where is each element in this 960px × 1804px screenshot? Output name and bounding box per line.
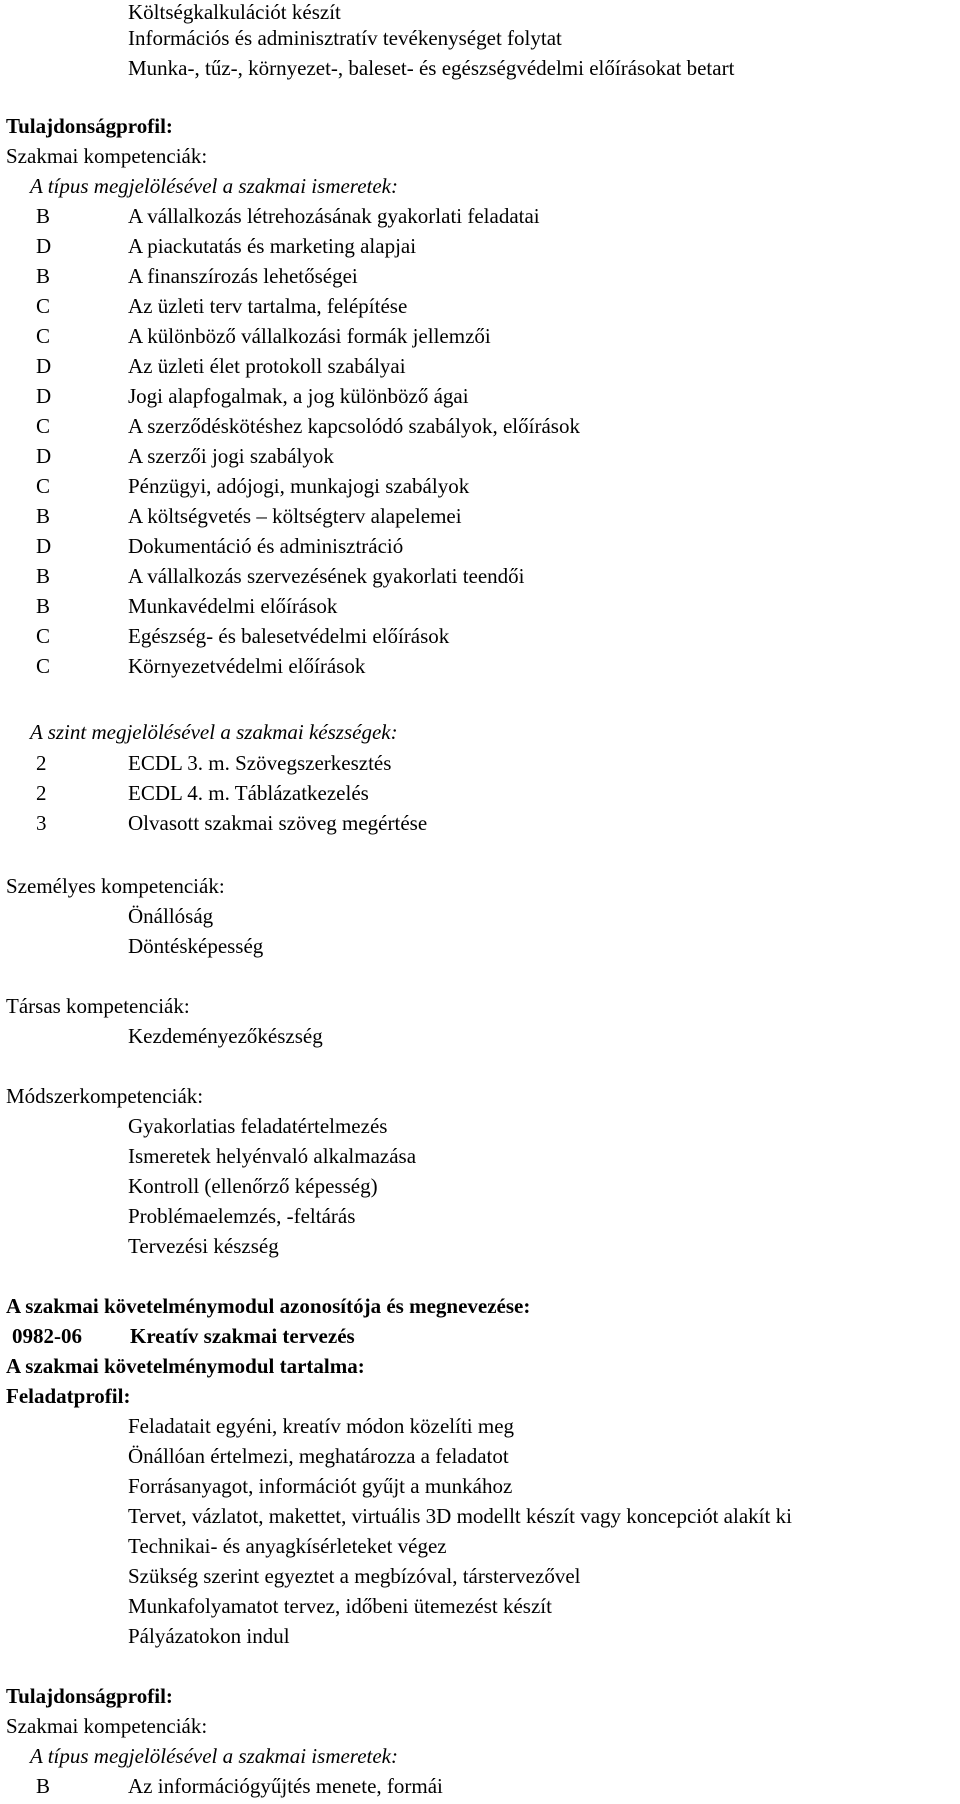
list-item: Tervezési készség	[128, 1234, 279, 1258]
list-item: Problémaelemzés, -feltárás	[128, 1204, 356, 1228]
subsection-heading: Személyes kompetenciák:	[6, 874, 225, 898]
subsection-heading: Társas kompetenciák:	[6, 994, 190, 1018]
module-id: 0982-06	[12, 1324, 82, 1348]
type-code: C	[36, 474, 51, 498]
list-item: Szükség szerint egyeztet a megbízóval, társtervezővel	[128, 1564, 581, 1588]
item-text: Az információgyűjtés menete, formái	[128, 1774, 443, 1798]
item-text: Az üzleti élet protokoll szabályai	[128, 354, 406, 378]
type-code: B	[36, 1774, 51, 1798]
item-text: A vállalkozás szervezésének gyakorlati teendői	[128, 564, 525, 588]
list-item: Ismeretek helyénvaló alkalmazása	[128, 1144, 417, 1168]
level-code: 2	[36, 751, 47, 775]
list-item: Munkafolyamatot tervez, időbeni ütemezést készít	[128, 1594, 552, 1618]
type-code: D	[36, 444, 52, 468]
task-line: Munka-, tűz-, környezet-, baleset- és egészségvédelmi előírásokat betart	[128, 56, 735, 80]
type-code: C	[36, 654, 51, 678]
list-item: Kezdeményezőkészség	[128, 1024, 323, 1048]
type-code: D	[36, 384, 52, 408]
subsection-heading: Szakmai kompetenciák:	[6, 1714, 208, 1738]
type-code: D	[36, 354, 52, 378]
item-text: Egészség- és balesetvédelmi előírások	[128, 624, 450, 648]
type-code: C	[36, 294, 51, 318]
list-heading: A típus megjelölésével a szakmai ismeretek:	[30, 1744, 398, 1768]
list-item: Technikai- és anyagkísérleteket végez	[128, 1534, 447, 1558]
type-code: B	[36, 594, 51, 618]
module-name: Kreatív szakmai tervezés	[130, 1324, 355, 1348]
item-text: A szerzői jogi szabályok	[128, 444, 334, 468]
item-text: Olvasott szakmai szöveg megértése	[128, 811, 428, 835]
list-item: Önállóan értelmezi, meghatározza a feladatot	[128, 1444, 509, 1468]
level-code: 3	[36, 811, 47, 835]
list-heading: A szint megjelölésével a szakmai készségek:	[30, 720, 398, 744]
type-code: D	[36, 534, 52, 558]
list-heading: A típus megjelölésével a szakmai ismeretek:	[30, 174, 398, 198]
item-text: A szerződéskötéshez kapcsolódó szabályok, előírások	[128, 414, 580, 438]
item-text: Jogi alapfogalmak, a jog különböző ágai	[128, 384, 469, 408]
list-item: Kontroll (ellenőrző képesség)	[128, 1174, 378, 1198]
subsection-heading: Szakmai kompetenciák:	[6, 144, 208, 168]
item-text: A költségvetés – költségterv alapelemei	[128, 504, 462, 528]
section-heading: A szakmai követelménymodul azonosítója és megnevezése:	[6, 1294, 531, 1318]
item-text: Környezetvédelmi előírások	[128, 654, 366, 678]
item-text: Az üzleti terv tartalma, felépítése	[128, 294, 408, 318]
list-item: Feladatait egyéni, kreatív módon közelíti meg	[128, 1414, 515, 1438]
type-code: B	[36, 264, 51, 288]
item-text: Dokumentáció és adminisztráció	[128, 534, 404, 558]
item-text: ECDL 3. m. Szövegszerkesztés	[128, 751, 392, 775]
section-heading: Tulajdonságprofil:	[6, 1684, 173, 1708]
item-text: A piackutatás és marketing alapjai	[128, 234, 417, 258]
type-code: C	[36, 414, 51, 438]
type-code: C	[36, 324, 51, 348]
section-heading: Feladatprofil:	[6, 1384, 131, 1408]
task-line: Költségkalkulációt készít	[128, 0, 341, 24]
type-code: B	[36, 564, 51, 588]
list-item: Önállóság	[128, 904, 214, 928]
item-text: A finanszírozás lehetőségei	[128, 264, 358, 288]
item-text: Pénzügyi, adójogi, munkajogi szabályok	[128, 474, 470, 498]
section-heading: A szakmai követelménymodul tartalma:	[6, 1354, 365, 1378]
list-item: Döntésképesség	[128, 934, 264, 958]
subsection-heading: Módszerkompetenciák:	[6, 1084, 204, 1108]
item-text: A vállalkozás létrehozásának gyakorlati feladatai	[128, 204, 540, 228]
task-line: Információs és adminisztratív tevékenységet folytat	[128, 26, 562, 50]
item-text: Munkavédelmi előírások	[128, 594, 338, 618]
type-code: B	[36, 504, 51, 528]
section-heading: Tulajdonságprofil:	[6, 114, 173, 138]
item-text: ECDL 4. m. Táblázatkezelés	[128, 781, 369, 805]
item-text: A különböző vállalkozási formák jellemzői	[128, 324, 491, 348]
list-item: Forrásanyagot, információt gyűjt a munkához	[128, 1474, 513, 1498]
list-item: Tervet, vázlatot, makettet, virtuális 3D modellt készít vagy koncepciót alakít ki	[128, 1504, 792, 1528]
type-code: B	[36, 204, 51, 228]
type-code: D	[36, 234, 52, 258]
list-item: Pályázatokon indul	[128, 1624, 290, 1648]
type-code: C	[36, 624, 51, 648]
level-code: 2	[36, 781, 47, 805]
list-item: Gyakorlatias feladatértelmezés	[128, 1114, 388, 1138]
